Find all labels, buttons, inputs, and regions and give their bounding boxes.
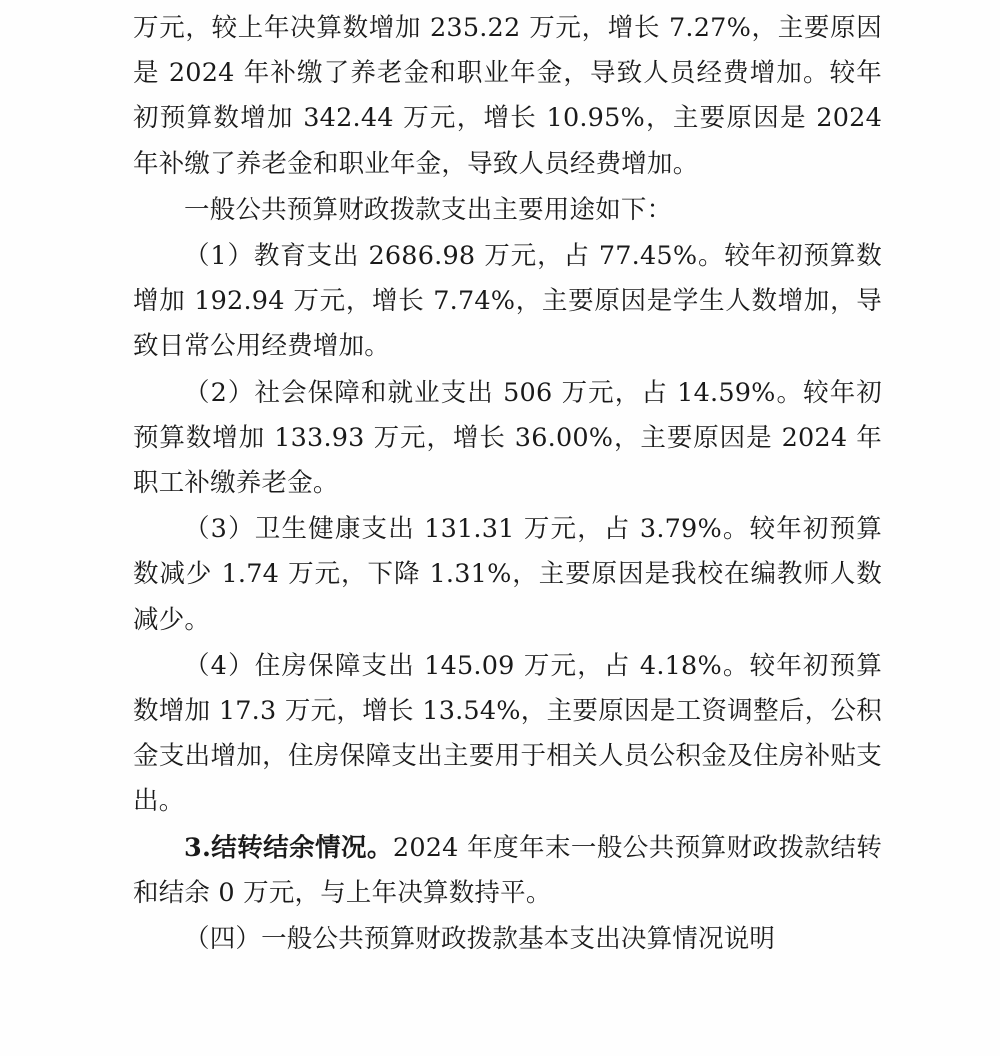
- paragraph-section-carryover: [133, 826, 882, 916]
- section-carryover-body: 2024 年度年末一般公共预算财政拨款结转和结余 0 万元，与上年决算数持平。: [133, 832, 883, 908]
- paragraph-item-housing: （4）住房保障支出 145.09 万元，占 4.18%。较年初预算数增加 17.3 万元，增长 13.54%，主要原因是工资调整后，公积金支出增加，住房保障支出主要用于相关人员公积金及住房补贴支出。: [133, 650, 882, 817]
- section-carryover-lead: 3.结转结余情况。: [184, 832, 393, 863]
- paragraph-item-education: （1）教育支出 2686.98 万元，占 77.45%。较年初预算数增加 192.94 万元，增长 7.74%，主要原因是学生人数增加，导致日常公用经费增加。: [133, 241, 882, 362]
- paragraph-usage-intro: 一般公共预算财政拨款支出主要用途如下：: [184, 194, 673, 225]
- paragraph-item-social-security: （2）社会保障和就业支出 506 万元，占 14.59%。较年初预算数增加 133.93 万元，增长 36.00%，主要原因是 2024 年职工补缴养老金。: [133, 377, 882, 499]
- paragraph-section-next-heading: （四）一般公共预算财政拨款基本支出决算情况说明: [184, 924, 776, 955]
- paragraph-item-health: （3）卫生健康支出 131.31 万元，占 3.79%。较年初预算数减少 1.74 万元，下降 1.31%，主要原因是我校在编教师人数减少。: [133, 514, 882, 635]
- paragraph-continued-personnel: 万元，较上年决算数增加 235.22 万元，增长 7.27%，主要原因是 2024 年补缴了养老金和职业年金，导致人员经费增加。较年初预算数增加 342.44 万元，增长 10.95%，主要原因是 2024 年补缴了养老金和职业年金，导致人员经费增加。: [133, 13, 891, 179]
